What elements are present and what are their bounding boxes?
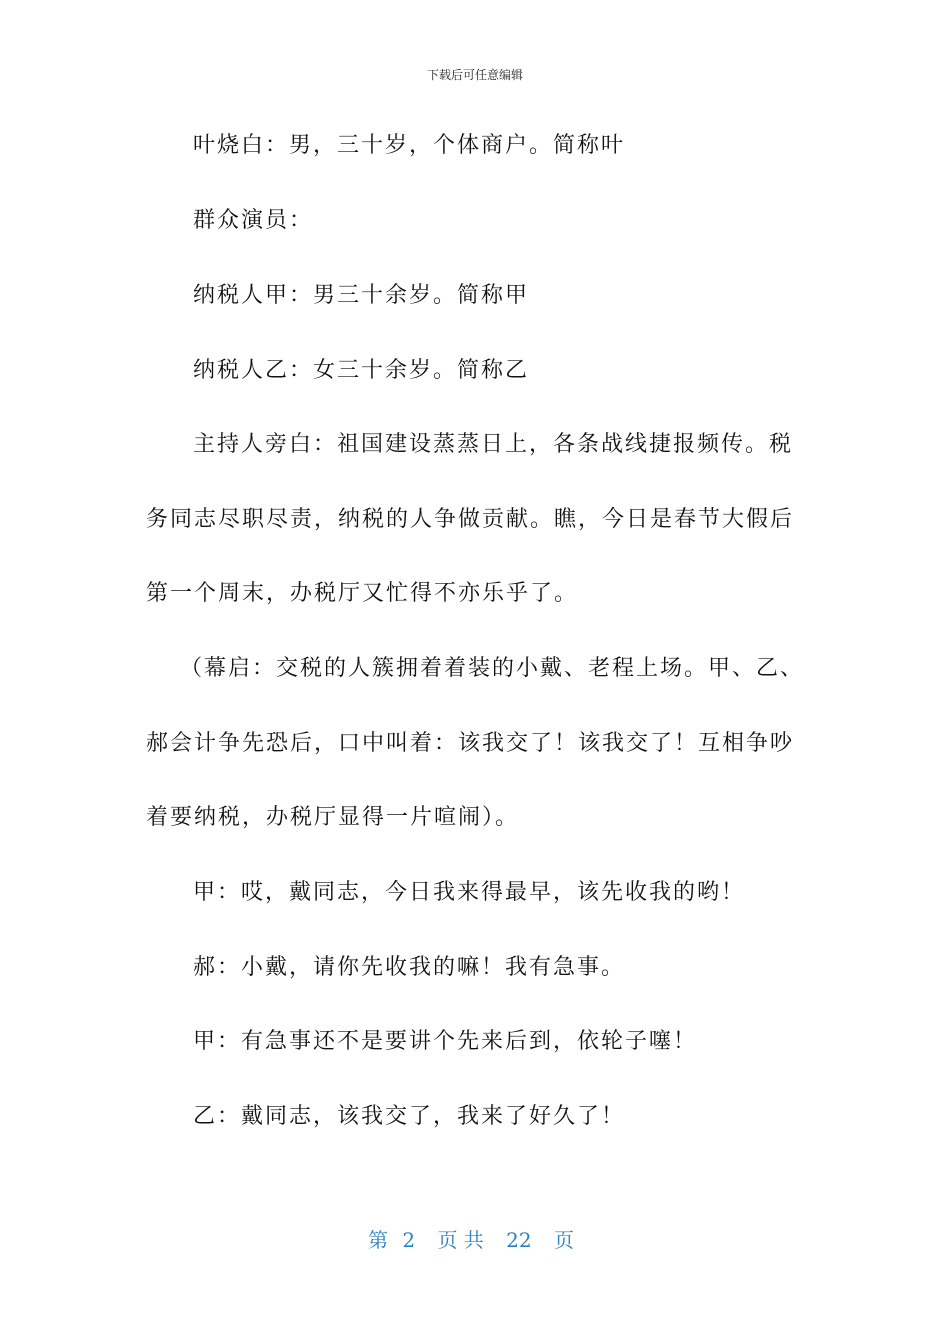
text-line: 纳税人乙：女三十余岁。简称乙 (193, 358, 530, 383)
text-line: 群众演员： (193, 208, 314, 233)
text-line: 叶烧白：男，三十岁，个体商户。简称叶 (193, 133, 626, 158)
page-header: 下载后可任意编辑 (426, 68, 523, 82)
text-line: 郝：小戴，请你先收我的嘛！我有急事。 (193, 955, 626, 980)
text-line: 甲：有急事还不是要讲个先来后到，依轮子噻！ (193, 1029, 698, 1054)
current-page-number: 2 (402, 1228, 416, 1252)
text-line: 着要纳税，办税厅显得一片喧闹）。 (146, 805, 520, 830)
text-line: 甲：哎，戴同志，今日我来得最早，该先收我的哟！ (193, 880, 746, 905)
page-footer (0, 1226, 950, 1254)
footer-middle: 页 共 (437, 1228, 484, 1252)
total-pages-number: 22 (506, 1228, 532, 1252)
text-line: 第一个周末，办税厅又忙得不亦乐乎了。 (146, 581, 579, 606)
text-line: 纳税人甲：男三十余岁。简称甲 (193, 283, 530, 308)
text-line: 乙：戴同志，该我交了，我来了好久了！ (193, 1104, 626, 1129)
text-line: 郝会计争先恐后，口中叫着：该我交了！该我交了！互相争吵 (146, 731, 795, 756)
footer-prefix: 第 (368, 1228, 388, 1252)
text-line: 务同志尽职尽责，纳税的人争做贡献。瞧，今日是春节大假后 (146, 507, 795, 532)
footer-suffix: 页 (553, 1228, 574, 1252)
text-line: （幕启：交税的人簇拥着着装的小戴、老程上场。甲、乙、 (180, 656, 805, 681)
text-line: 主持人旁白：祖国建设蒸蒸日上，各条战线捷报频传。税 (193, 432, 794, 457)
